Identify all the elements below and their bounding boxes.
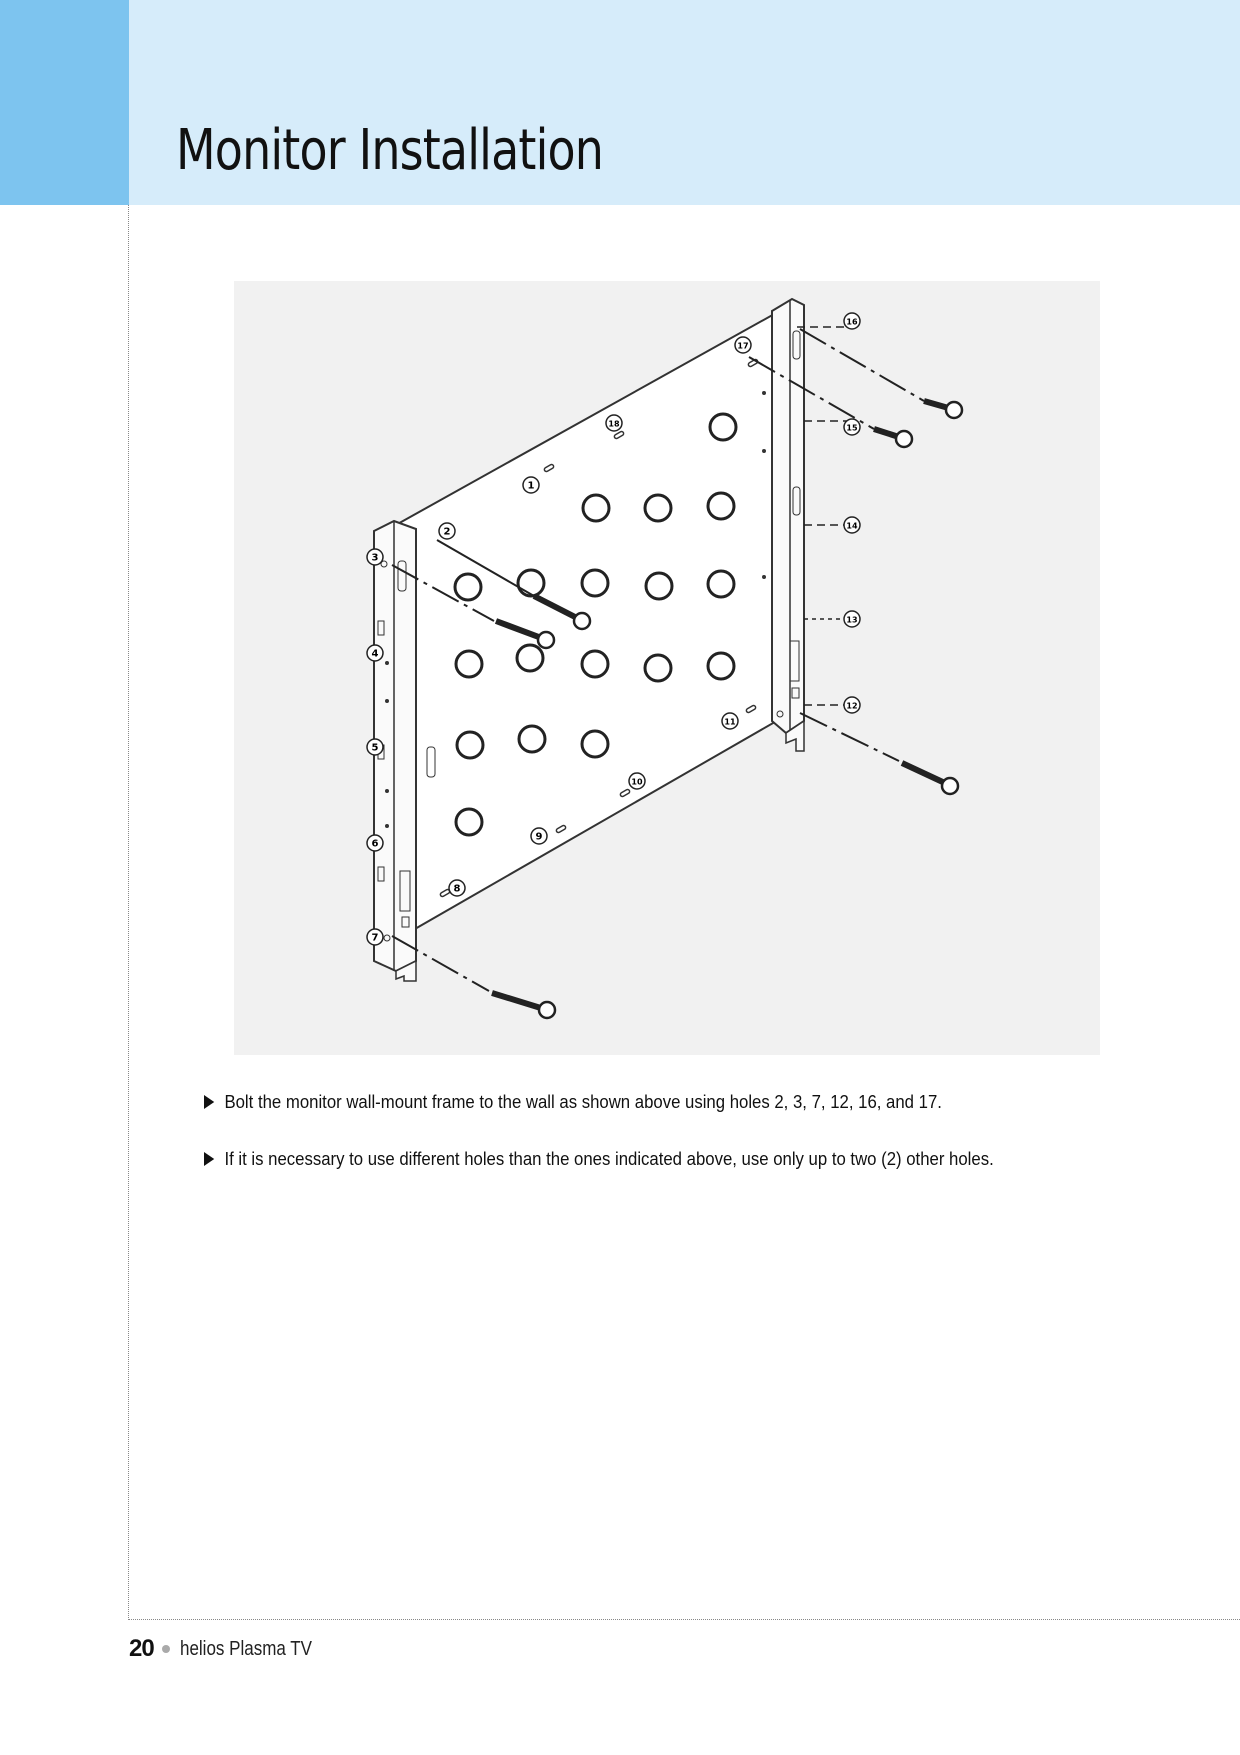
callout-18 (606, 415, 622, 431)
callout-number: 11 (724, 717, 736, 727)
callout-number: 3 (371, 552, 379, 564)
callout-number: 12 (846, 701, 858, 711)
callout-4 (367, 645, 383, 661)
callout-number: 14 (846, 521, 858, 531)
callout-number: 16 (846, 317, 858, 327)
instruction-item (204, 1149, 1134, 1206)
footer-dot-icon (162, 1645, 170, 1653)
callout-number: 4 (371, 648, 379, 660)
callout-10 (629, 773, 645, 789)
callout-number: 2 (443, 526, 451, 538)
mount-plate (394, 303, 794, 941)
callout-1 (523, 477, 539, 493)
page-number: 20 (129, 1635, 154, 1662)
callout-number: 18 (608, 419, 620, 429)
callout-7 (367, 929, 383, 945)
callout-9 (531, 828, 547, 844)
callout-number: 9 (535, 831, 543, 843)
callout-3 (367, 549, 383, 565)
callout-12 (844, 697, 860, 713)
triangle-bullet-icon (204, 1152, 214, 1166)
instruction-list (204, 1092, 1204, 1206)
product-name: helios Plasma TV (179, 1637, 312, 1660)
callout-number: 1 (527, 480, 535, 492)
callout-number: 15 (846, 423, 858, 433)
callout-2 (439, 523, 455, 539)
page-footer (129, 1634, 335, 1664)
callout-number: 10 (631, 777, 643, 787)
callout-15 (844, 419, 860, 435)
footer-rule (128, 1619, 1240, 1620)
instruction-text: Bolt the monitor wall-mount frame to the wall as shown above using holes 2, 3, 7, 12, 16, and 17. (224, 1092, 942, 1112)
callout-8 (449, 880, 465, 896)
wall-mount-diagram (234, 281, 1100, 1055)
margin-rule (128, 205, 129, 1620)
callout-6 (367, 835, 383, 851)
callout-13 (844, 611, 860, 627)
callout-16 (844, 313, 860, 329)
instruction-text: If it is necessary to use different holes than the ones indicated above, use only up to two (2) other holes. (224, 1149, 994, 1169)
header-accent-tab (0, 0, 129, 205)
triangle-bullet-icon (204, 1095, 214, 1109)
instruction-item (204, 1092, 1134, 1149)
page-title: Monitor Installation (176, 118, 604, 183)
callout-number: 17 (737, 341, 749, 351)
callout-17 (735, 337, 751, 353)
callout-14 (844, 517, 860, 533)
callout-number: 7 (371, 932, 379, 944)
callout-number: 5 (371, 742, 379, 754)
callout-5 (367, 739, 383, 755)
callout-number: 6 (371, 838, 379, 850)
callout-11 (722, 713, 738, 729)
callout-number: 13 (846, 615, 858, 625)
callout-number: 8 (453, 883, 461, 895)
